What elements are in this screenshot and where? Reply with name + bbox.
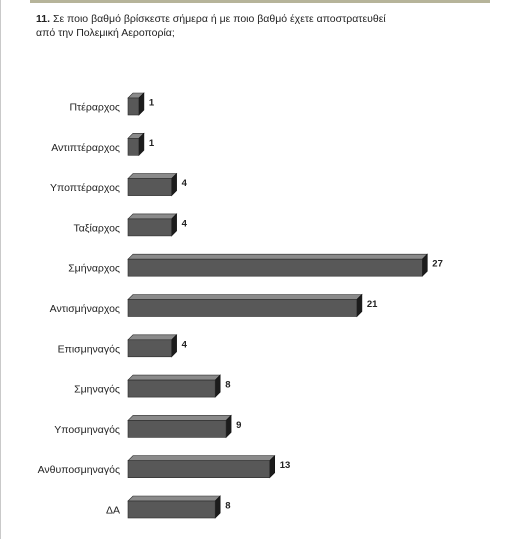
bar bbox=[128, 461, 270, 478]
bar bbox=[128, 501, 215, 518]
bar-top-face bbox=[128, 335, 177, 340]
value-label: 1 bbox=[148, 137, 155, 149]
bar-top-face bbox=[128, 295, 362, 300]
category-label: Ανθυποσμηναγός bbox=[37, 464, 120, 477]
bar bbox=[128, 98, 139, 115]
value-label: 4 bbox=[181, 178, 187, 190]
bar-top-face bbox=[128, 456, 275, 461]
category-label: Αντισμήναρχος bbox=[49, 303, 120, 315]
value-label: 1 bbox=[148, 97, 155, 109]
value-label: 8 bbox=[225, 500, 231, 512]
bar-top-face bbox=[128, 375, 220, 380]
category-label: Υποπτέραρχος bbox=[49, 182, 120, 195]
bar-top-face bbox=[128, 214, 177, 219]
category-label: Πτέραρχος bbox=[69, 101, 120, 114]
value-label: 21 bbox=[366, 299, 378, 310]
value-label: 27 bbox=[432, 258, 443, 270]
question-text-line1: Σε ποιο βαθμό βρίσκεστε σήμερα ή με ποιο βαθμό έχετε αποστρατευθεί bbox=[52, 13, 386, 25]
value-label: 13 bbox=[279, 460, 291, 472]
value-label: 4 bbox=[181, 218, 187, 230]
bar bbox=[128, 300, 357, 317]
bar bbox=[128, 179, 172, 196]
bar bbox=[128, 420, 226, 437]
bar bbox=[128, 380, 215, 397]
bar bbox=[128, 340, 172, 357]
category-label: Σμηναγός bbox=[74, 383, 120, 396]
bar bbox=[128, 219, 172, 236]
bar bbox=[128, 259, 422, 276]
bar-top-face bbox=[128, 254, 427, 259]
category-label: Επισμηναγός bbox=[57, 343, 120, 356]
category-label: ΔΑ bbox=[105, 504, 120, 517]
bar bbox=[128, 138, 139, 155]
bar-top-face bbox=[128, 415, 231, 420]
question-number: 11. bbox=[36, 13, 51, 25]
category-label: Σμήναρχος bbox=[68, 262, 120, 275]
category-label: Αντιπτέραρχος bbox=[51, 141, 120, 154]
bar-top-face bbox=[128, 496, 220, 501]
category-label: Ταξίαρχος bbox=[73, 222, 120, 235]
value-label: 4 bbox=[181, 339, 187, 351]
question-text-line2: από την Πολεμική Αεροπορία; bbox=[36, 27, 175, 39]
value-label: 9 bbox=[236, 419, 242, 431]
category-label: Υποσμηναγός bbox=[54, 423, 120, 436]
bar-top-face bbox=[128, 174, 177, 179]
value-label: 8 bbox=[225, 379, 231, 391]
